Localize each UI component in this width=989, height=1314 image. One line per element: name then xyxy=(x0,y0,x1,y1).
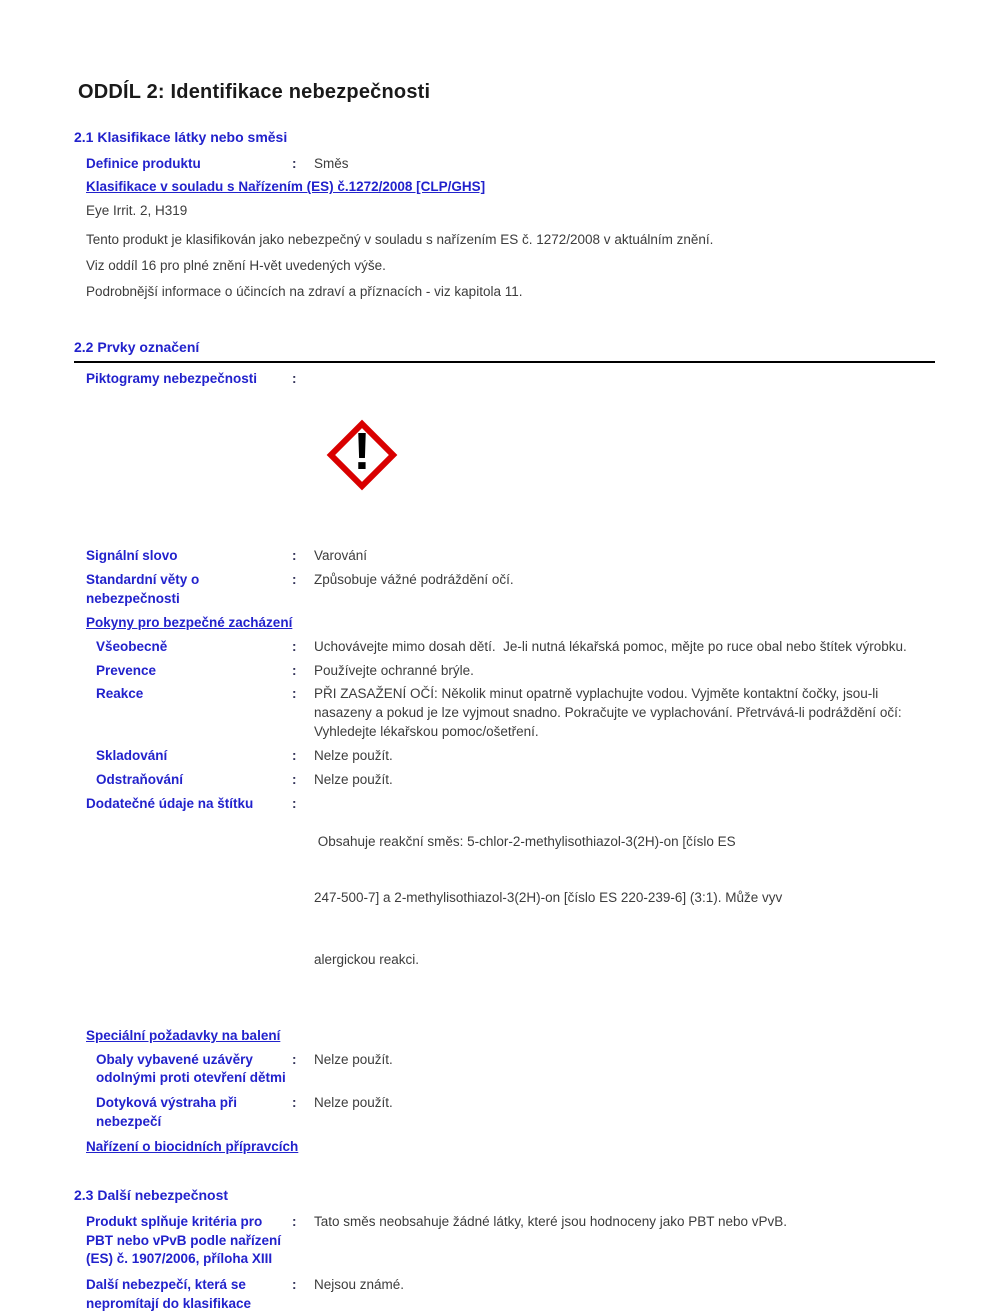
row-reakce xyxy=(86,685,935,742)
colon-separator xyxy=(292,547,314,566)
row-signalni-slovo xyxy=(86,547,935,566)
obaly-value: Nelze použít. xyxy=(314,1051,393,1067)
row-vseobecne xyxy=(86,638,935,657)
row-skladovani xyxy=(86,747,935,766)
dalsi-nebezpeci-label: Další nebezpečí, která se nepromítají do klasifikace xyxy=(86,1277,252,1312)
classification-note-3: Podrobnější informace o účincích na zdraví a příznacích - viz kapitola 11. xyxy=(86,284,523,300)
pokyny-heading: Pokyny pro bezpečné zacházení xyxy=(86,614,293,630)
pbt-vpvb-value: Tato směs neobsahuje žádné látky, které jsou hodnoceny jako PBT nebo vPvB. xyxy=(314,1213,788,1229)
colon-separator xyxy=(292,638,314,657)
dotykova-value: Nelze použít. xyxy=(314,1095,393,1111)
standardni-vety-value: Způsobuje vážné podráždění očí. xyxy=(314,571,514,587)
signalni-slovo-label: Signální slovo xyxy=(86,548,178,564)
dodatecne-line-3: alergickou reakci. xyxy=(314,952,420,968)
colon-separator xyxy=(292,1213,314,1270)
dodatecne-line-2: 247-500-7] a 2-methylisothiazol-3(2H)-on [číslo ES 220-239-6] (3:1). Může vyv xyxy=(314,890,783,906)
row-dalsi-nebezpeci xyxy=(86,1276,935,1314)
spacer xyxy=(74,1162,935,1186)
skladovani-value: Nelze použít. xyxy=(314,748,393,764)
row-dodatecne-udaje xyxy=(86,795,935,1008)
spacer xyxy=(74,1013,935,1025)
dodatecne-line-1: Obsahuje reakční směs: 5-chlor-2-methylisothiazol-3(2H)-on [číslo ES xyxy=(314,833,736,849)
dodatecne-udaje-value xyxy=(314,795,932,1008)
colon-separator xyxy=(292,662,314,681)
odstranovani-value: Nelze použít. xyxy=(314,772,393,787)
colon-separator xyxy=(292,795,314,1008)
standardni-vety-label: Standardní věty o nebezpečnosti xyxy=(86,571,200,606)
prevence-label: Prevence xyxy=(96,662,157,678)
section-2-2 xyxy=(74,338,935,1157)
definice-produktu-label: Definice produktu xyxy=(86,155,201,171)
vseobecne-value: Uchovávejte mimo dosah dětí. Je-li nutná lékařská pomoc, mějte po ruce obal nebo štítek výrobku. xyxy=(314,638,907,654)
dodatecne-udaje-label: Dodatečné údaje na štítku xyxy=(86,795,254,811)
colon-separator xyxy=(292,155,314,174)
section-2-3 xyxy=(74,1186,935,1314)
row-odstranovani xyxy=(86,771,935,790)
colon-separator xyxy=(292,1051,314,1089)
classification-note-2: Viz oddíl 16 pro plné znění H-vět uvedených výše. xyxy=(86,258,386,274)
section-divider xyxy=(74,361,935,363)
spacer xyxy=(74,309,935,338)
colon-separator xyxy=(292,370,314,543)
classification-value: Eye Irrit. 2, H319 xyxy=(86,203,188,219)
heading-2-2: 2.2 Prvky označení xyxy=(74,338,200,355)
exclamation-mark-icon: ! xyxy=(353,423,371,482)
colon-separator xyxy=(292,571,314,609)
row-dotykova xyxy=(86,1094,935,1132)
odstranovani-label: Odstraňování xyxy=(96,772,184,787)
section-title: ODDÍL 2: Identifikace nebezpečnosti xyxy=(78,81,431,103)
prevence-value: Používejte ochranné brýle. xyxy=(314,662,474,678)
ghs07-exclamation-pictogram xyxy=(316,409,408,501)
row-pbt-vpvb xyxy=(86,1213,935,1270)
row-obaly xyxy=(86,1051,935,1089)
colon-separator xyxy=(292,1094,314,1132)
row-prevence xyxy=(86,662,935,681)
vseobecne-label: Všeobecně xyxy=(96,638,168,654)
row-definice-produktu xyxy=(86,155,935,174)
signalni-slovo-value: Varování xyxy=(314,548,368,564)
classification-note-1: Tento produkt je klasifikován jako nebezpečný v souladu s nařízením ES č. 1272/2008 v aktuálním znění. xyxy=(86,232,714,248)
section-2-1 xyxy=(74,128,935,302)
colon-separator xyxy=(292,747,314,766)
reakce-label: Reakce xyxy=(96,686,144,702)
pictogram-area xyxy=(316,372,934,540)
pbt-vpvb-label: Produkt splňuje kritéria pro PBT nebo vPvB podle nařízení (ES) č. 1907/2006, příloha XIII xyxy=(86,1213,282,1267)
colon-separator xyxy=(292,1276,314,1314)
skladovani-label: Skladování xyxy=(96,748,168,764)
heading-2-1: 2.1 Klasifikace látky nebo směsi xyxy=(74,129,288,145)
row-piktogramy xyxy=(86,370,935,543)
klasifikace-clp-heading: Klasifikace v souladu s Nařízením (ES) č.1272/2008 [CLP/GHS] xyxy=(86,179,486,195)
narizeni-biocidy-heading: Nařízení o biocidních přípravcích xyxy=(86,1139,299,1155)
row-standardni-vety xyxy=(86,571,935,609)
heading-2-3: 2.3 Další nebezpečnost xyxy=(74,1187,229,1204)
dotykova-label: Dotyková výstraha při nebezpečí xyxy=(96,1095,238,1130)
specialni-pozadavky-heading: Speciální požadavky na balení xyxy=(86,1027,281,1043)
reakce-value: PŘI ZASAŽENÍ OČÍ: Několik minut opatrně vyplachujte vodou. Vyjměte kontaktní čočky, jsou-li nasazeny a pokud je lze vyjmout snadno. Pokračujte ve vyplachování. Přetrvává-li podráždění očí: Vyhledejte lékařskou pomoc/ošetření. xyxy=(314,686,906,740)
dalsi-nebezpeci-value: Nejsou známé. xyxy=(314,1277,405,1293)
colon-separator xyxy=(292,771,314,790)
colon-separator xyxy=(292,685,314,742)
definice-produktu-value: Směs xyxy=(314,155,349,171)
piktogramy-label: Piktogramy nebezpečnosti xyxy=(86,370,258,386)
obaly-label: Obaly vybavené uzávěry odolnými proti otevření dětmi xyxy=(96,1051,286,1086)
